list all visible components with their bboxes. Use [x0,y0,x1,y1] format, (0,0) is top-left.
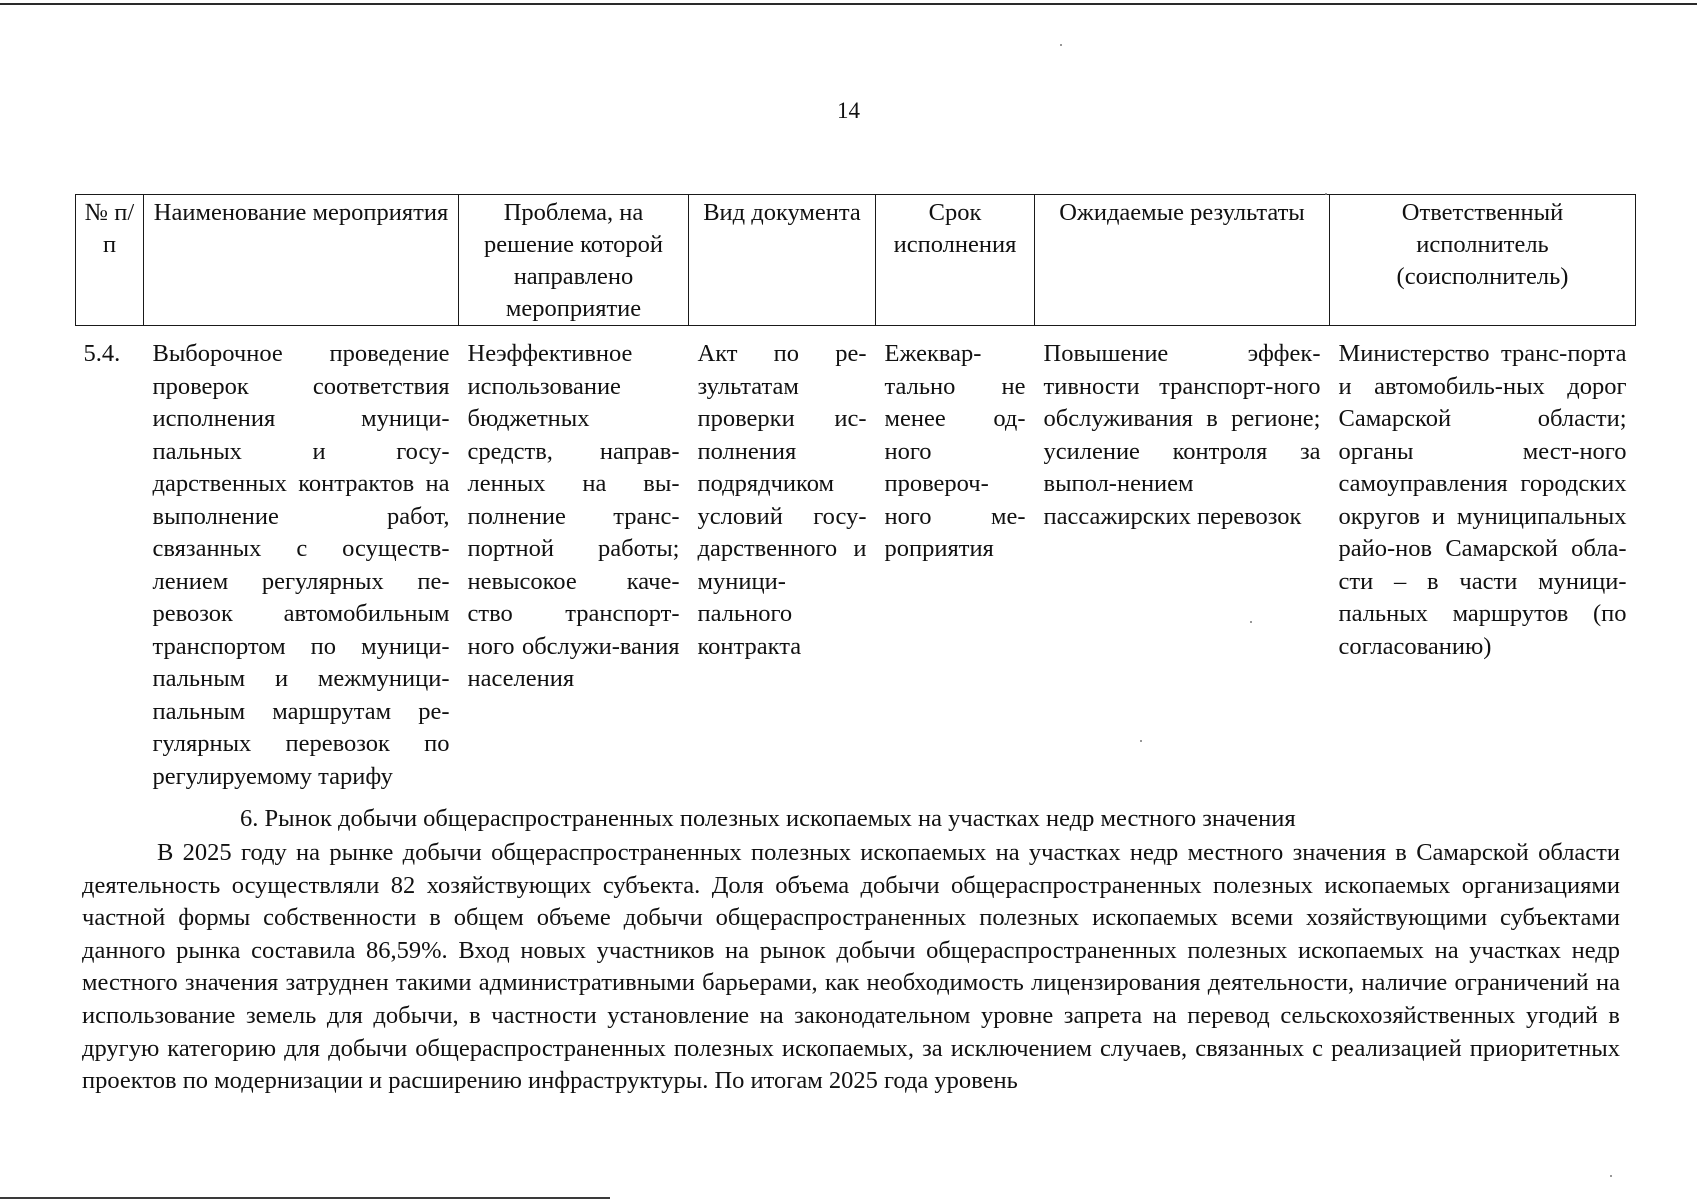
section-heading: 6. Рынок добычи общераспространенных полезных ископаемых на участках недр местного значения [240,805,1296,832]
scan-speck [1250,621,1252,623]
row-activity-name: Выборочное проведение проверок соответствия исполнения муници-пальных и госу-дарственных контрактов на выполнение работ, связанных с осуществ-лением регулярных пе-ревозок автомобильным транспортом по муници-пальным и межмуници-пальным маршрутам ре-гулярных перевозок по регулируемому тарифу [152,340,450,790]
table-row [76,326,1636,794]
scan-speck [1060,44,1062,46]
row-number: 5.4. [83,340,121,367]
header-activity-name: Наименование мероприятия [144,195,459,326]
header-number: № п/п [76,195,144,326]
activities-table [75,194,1636,793]
page-number: 14 [837,98,860,123]
scan-top-border [0,3,1697,5]
row-responsible: Министерство транс-порта и автомобиль-ных дорог Самарской области; органы мест-ного самоуправления городских округов и муниципальных райо-нов Самарской обла-сти – в части муници-пальных маршрутов (по согласованию) [1338,340,1627,660]
header-problem: Проблема, на решение которой направлено мероприятие [459,195,689,326]
scan-speck [1610,1175,1612,1177]
header-document-type: Вид документа [689,195,876,326]
row-expected-results: Повышение эффек-тивности транспорт-ного обслуживания в регионе; усиление контроля за выпол-нением пассажирских перевозок [1043,340,1321,530]
row-document-type: Акт по ре-зультатам проверки ис-полнения подрядчиком условий госу-дарственного и муници-пального контракта [697,340,867,660]
row-deadline: Ежеквар-тально не менее од-ного провероч-ного ме-роприятия [884,340,1026,562]
header-deadline: Срок исполнения [876,195,1035,326]
row-problem: Неэффективное использование бюджетных средств, направ-ленных на вы-полнение транс-портной работы; невысокое каче-ство транспорт-ного обслужи-вания населения [467,340,680,692]
scan-speck [1325,193,1327,195]
scan-bottom-border [0,1197,610,1199]
body-paragraph: В 2025 году на рынке добычи общераспространенных полезных ископаемых на участках недр местного значения в Самарской области деятельность осуществляли 82 хозяйствующих субъекта. Доля объема добычи общераспространенных полезных ископаемых организациями частной формы собственности в общем объеме добычи общераспространенных полезных ископаемых всеми хозяйствующими субъектами данного рынка составила 86,59%. Вход новых участников на рынок добычи общераспространенных полезных ископаемых на участках недр местного значения затруднен такими административными барьерами, как необходимость лицензирования деятельности, наличие ограничений на использование земель для добычи, в частности установление на законодательном уровне запрета на перевод сельскохозяйственных угодий в другую категорию для добычи общераспространенных полезных ископаемых, за исключением случаев, связанных с реализацией приоритетных проектов по модернизации и расширению инфраструктуры. По итогам 2025 года уровень [82,839,1620,1095]
scan-speck [1140,740,1142,742]
table-header-row [76,195,1636,326]
header-responsible: Ответственный исполнитель (соисполнитель) [1330,195,1636,326]
header-expected-results: Ожидаемые результаты [1035,195,1330,326]
